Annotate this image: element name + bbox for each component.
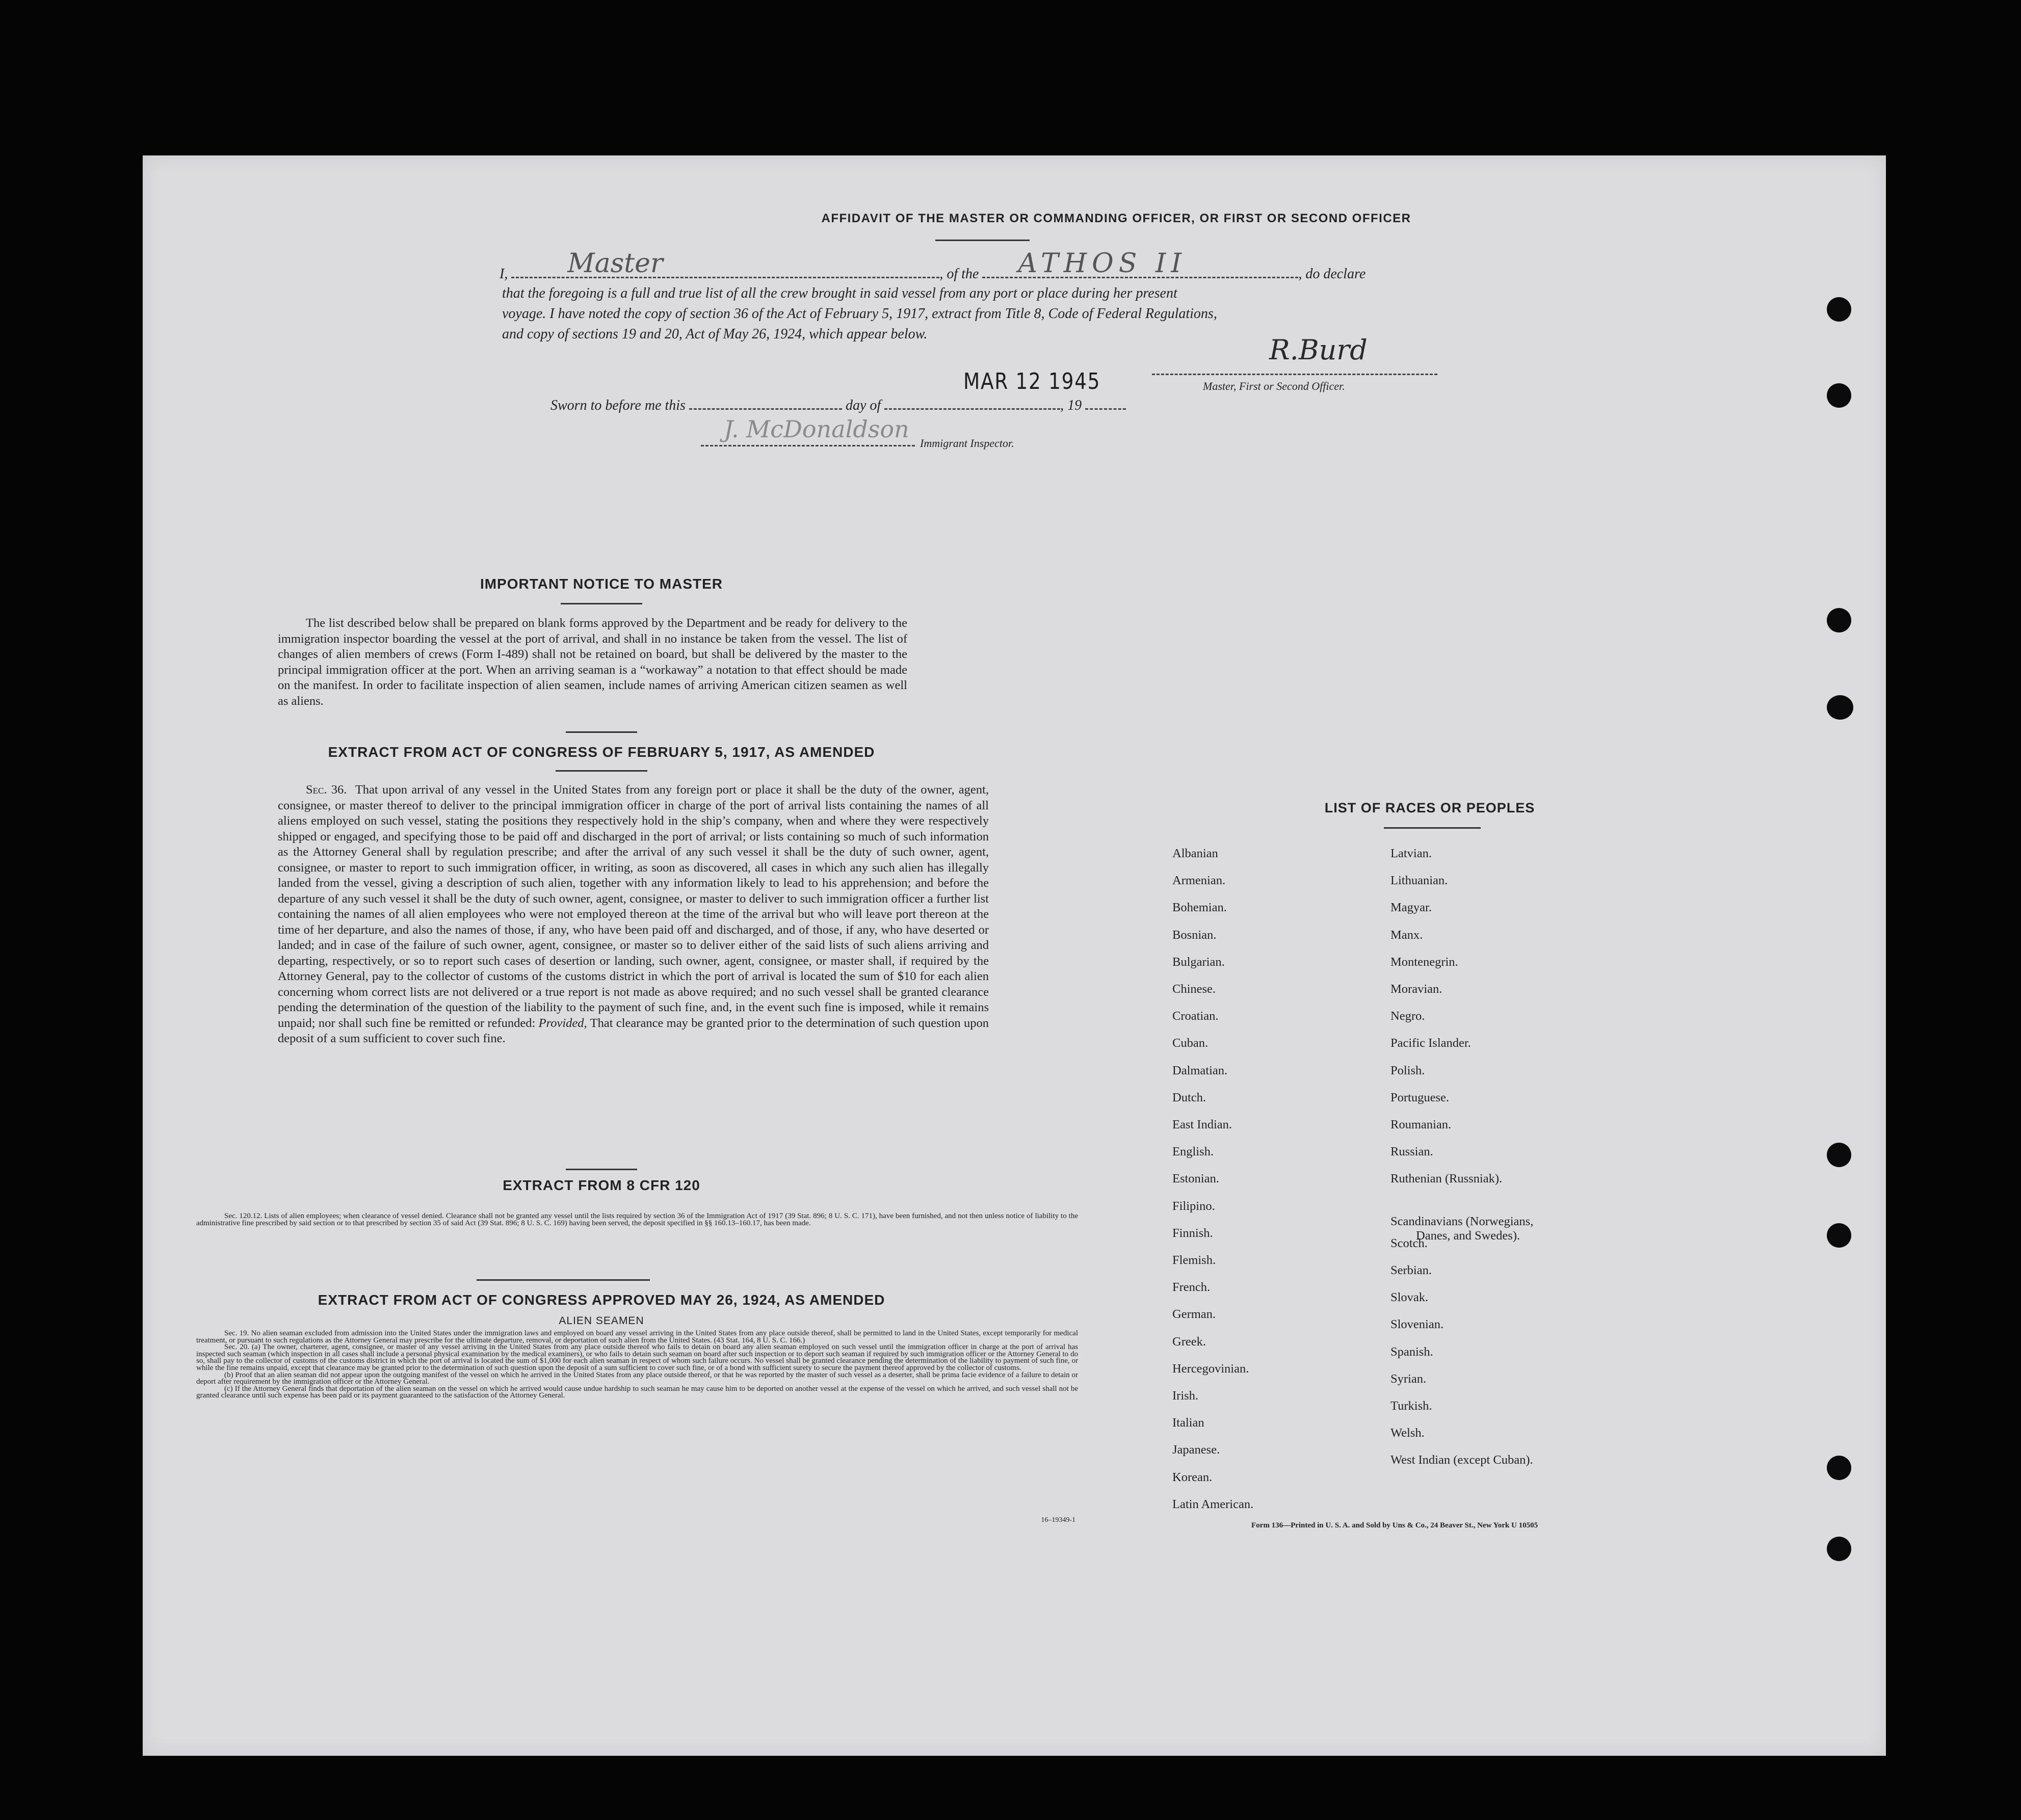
- race-item: Albanian: [1172, 847, 1218, 860]
- race-item: Flemish.: [1172, 1253, 1216, 1267]
- sec-20a-paragraph: Sec. 20. (a) The owner, charterer, agent, consignee, or master of any vessel arriving in the United States from any place outside thereof who fails to detain on board any alien seaman employed on such vessel until the immigration officer in charge at the port of arrival has inspected such seaman (which inspection in all cases shall include a personal physical examination by the medical examiners), or who fails to detain such seaman on board after such inspection or to deport such seaman if required by such immigration officer or the Attorney General to do so, shall pay to the collector of customs of the customs district in which the port of arrival is located the sum of $1,000 for each alien seaman in respect of whom such failure occurs. No vessel shall be granted clearance pending the determination of the liability to payment of such fine, or while the fine remains unpaid, except that clearance may be granted prior to the determination of such question upon the deposit of a sum sufficient to cover such fine, or of a bond with sufficient surety to secure the payment thereof approved by the collector of customs.: [196, 1343, 1078, 1372]
- sworn-line: [550, 395, 1126, 414]
- race-item: Latvian.: [1390, 847, 1432, 860]
- race-item: Roumanian.: [1390, 1118, 1452, 1131]
- sec-36-paragraph: [278, 782, 989, 1047]
- declarant-prefix: I,: [500, 266, 508, 282]
- race-item: Ruthenian (Russniak).: [1390, 1172, 1503, 1186]
- race-item: Bosnian.: [1172, 928, 1217, 942]
- year-prefix: , 19: [1060, 398, 1082, 413]
- race-item: Estonian.: [1172, 1172, 1219, 1186]
- races-title: LIST OF RACES OR PEOPLES: [1324, 800, 1535, 815]
- race-item: Welsh.: [1390, 1426, 1425, 1440]
- race-item: Dalmatian.: [1172, 1063, 1228, 1077]
- binder-hole: [1827, 608, 1851, 632]
- extract-1917-title: EXTRACT FROM ACT OF CONGRESS OF FEBRUARY 5, 1917, AS AMENDED: [328, 744, 875, 760]
- binder-hole: [1827, 383, 1851, 408]
- vessel-field: [982, 248, 1298, 279]
- race-item: Latin American.: [1172, 1497, 1254, 1511]
- race-item: German.: [1172, 1307, 1216, 1322]
- race-item: Scotch.: [1390, 1236, 1428, 1250]
- extract-1924-title: EXTRACT FROM ACT OF CONGRESS APPROVED MAY 26, 1924, AS AMENDED: [318, 1292, 885, 1308]
- declare-suffix: , do declare: [1298, 266, 1366, 282]
- race-item: Pacific Islander.: [1390, 1036, 1471, 1050]
- race-item: Chinese.: [1172, 982, 1216, 996]
- affidavit-line-2: that the foregoing is a full and true list of all the crew brought in said vessel from any port or place during her present: [502, 285, 1177, 301]
- race-item: Russian.: [1390, 1145, 1433, 1159]
- master-signature: R.Burd: [1269, 334, 1368, 366]
- race-item: Dutch.: [1172, 1090, 1206, 1104]
- binder-hole: [1827, 1537, 1851, 1561]
- sworn-month-field: [884, 395, 1060, 410]
- cfr-title: EXTRACT FROM 8 CFR 120: [503, 1177, 700, 1193]
- race-item: Korean.: [1172, 1470, 1213, 1484]
- sec-36-label: Sec. 36.: [306, 783, 347, 797]
- race-item: English.: [1172, 1145, 1214, 1159]
- sec-19-paragraph: Sec. 19. No alien seaman excluded from admission into the United States under the immigration laws and employed on board any vessel arriving in the United States from any place outside thereof, shall be permitted to land in the United States, except temporarily for medical treatment, or pursuant to such regulations as the Attorney General may prescribe for the ultimate departure, removal, or deportation of such alien from the United States. (43 Stat. 164, 8 U. S. C. 166.): [196, 1329, 1078, 1344]
- races-divider: [1384, 827, 1481, 829]
- extract-1917-divider: [556, 770, 647, 772]
- inspector-caption: Immigrant Inspector.: [920, 437, 1014, 450]
- race-item: East Indian.: [1172, 1118, 1232, 1131]
- alien-seamen-subtitle: ALIEN SEAMEN: [559, 1315, 644, 1327]
- affidavit-line-3: voyage. I have noted the copy of section 36 of the Act of February 5, 1917, extract from Title 8, Code of Federal Regulations,: [502, 306, 1217, 322]
- sec-36-text: That upon arrival of any vessel in the United States from any foreign port or place it shall be the duty of the owner, agent, consignee, or master thereof to deliver to the principal immigration officer in charge of the port of arrival lists containing the names of all aliens employed on such vessel, stating the positions they respectively hold in the ship’s company, when and where they were respectively shipped or engaged, and specifying those to be paid off and discharged in the port of arrival; or lists containing so much of such information as the Attorney General shall by regulation prescribe; and after the arrival of any such vessel it shall be the duty of such owner, agent, consignee, or master to report to such immigration officer, in writing, as soon as discovered, all cases in which any such alien has illegally landed from the vessel, giving a description of such alien, together with any information likely to lead to his apprehension; and before the departure of any such vessel it shall be the duty of such owner, agent, consignee, or master to deliver to such immigration officer a further list containing the names of all alien employees who were not employed thereon at the time of the arrival but who will leave port thereon at the time of her departure, and also the names of those, if any, who have been paid off and discharged, and of those, if any, who have deserted or landed; and in case of the failure of such owner, agent, consignee, or master so to deliver either of the said lists of such aliens arriving and departing, respectively, or so to report such cases of desertion or landing, such owner, agent, consignee, or master shall, if required by the Attorney General, pay to the collector of customs of the customs district in which the port of arrival is located the sum of $10 for each alien concerning whom correct lists are not delivered or a true report is not made as above required; and no such vessel shall be granted clearance pending the determination of the question of the liability to the payment of such fine, and, in the event such fine is imposed, while it remains unpaid; nor shall such fine be remitted or refunded:: [278, 783, 989, 1030]
- race-item: Croatian.: [1172, 1009, 1219, 1023]
- race-item: Magyar.: [1390, 901, 1432, 915]
- race-item: Scandinavians (Norwegians,: [1390, 1214, 1534, 1228]
- form-footer: Form 136—Printed in U. S. A. and Sold by Uns & Co., 24 Beaver St., New York U 10505: [1251, 1521, 1538, 1529]
- declarant-field: [511, 248, 939, 279]
- extract-1924-body: [196, 1330, 1078, 1400]
- sworn-year-field: [1085, 395, 1126, 410]
- inspector-line: [701, 445, 915, 446]
- race-item: Hercegovinian.: [1172, 1361, 1249, 1376]
- cfr-body: [196, 1213, 1078, 1227]
- affidavit-line-4: and copy of sections 19 and 20, Act of May 26, 1924, which appear below.: [502, 326, 928, 342]
- sec-20b-paragraph: (b) Proof that an alien seaman did not appear upon the outgoing manifest of the vessel on which he arrived in the United States from any place outside thereof, or that he was reported by the master of such vessel as a deserter, shall be prima facie evidence of a failure to detain or deport after requirement by the immigration officer or the Attorney General.: [196, 1370, 1078, 1386]
- sec-36-text-end: That clearance may be granted prior to the determination of such question upon deposit of a sum sufficient to cover such fine.: [278, 1016, 989, 1045]
- race-item: Slovenian.: [1390, 1317, 1444, 1332]
- sec-20c-paragraph: (c) If the Attorney General finds that deportation of the alien seaman on the vessel on which he arrived would cause undue hardship to such seaman he may cause him to be deported on another vessel at the expense of the vessel on which he arrived, and such vessel shall not be granted clearance until such expense has been paid or its payment guaranteed to the satisfaction of the Attorney General.: [196, 1384, 1078, 1400]
- affidavit-line-1: [500, 248, 1366, 282]
- race-item: Turkish.: [1390, 1399, 1432, 1413]
- vessel-handwriting: ATHOS II: [1018, 248, 1187, 279]
- binder-hole: [1827, 297, 1851, 322]
- race-item: Bulgarian.: [1172, 955, 1225, 969]
- day-of-text: day of: [845, 398, 881, 413]
- declarant-handwriting: Master: [567, 248, 663, 279]
- inspector-signature: J. McDonaldson: [724, 415, 909, 443]
- race-item: Portuguese.: [1390, 1090, 1449, 1104]
- extract-1924-top-rule: [477, 1279, 650, 1281]
- binder-hole: [1827, 1223, 1851, 1248]
- race-item: Bohemian.: [1172, 901, 1227, 915]
- race-item: Serbian.: [1390, 1263, 1432, 1277]
- race-item: West Indian (except Cuban).: [1390, 1453, 1533, 1467]
- notice-paragraph: The list described below shall be prepared on blank forms approved by the Department and be ready for delivery to the immigration inspector boarding the vessel at the port of arrival, and shall in no instance be taken from the vessel. The list of changes of alien members of crews (Form I-489) shall not be retained on board, but shall be delivered by the master to the principal immigration officer at the port. When an arriving seaman is a “workaway” a notation to that effect should be made on the manifest. In order to facilitate inspection of alien seamen, include names of arriving American citizen seamen as well as aliens.: [278, 616, 907, 708]
- sworn-text: Sworn to before me this: [550, 398, 686, 413]
- race-item: Negro.: [1390, 1009, 1425, 1023]
- notice-end-divider: [566, 731, 637, 733]
- race-item: Greek.: [1172, 1334, 1206, 1349]
- race-item: Slovak.: [1390, 1290, 1429, 1305]
- extract-1917-end-divider: [566, 1169, 637, 1170]
- race-item: Syrian.: [1390, 1371, 1427, 1386]
- race-item: Irish.: [1172, 1389, 1199, 1403]
- binder-hole: [1827, 695, 1853, 720]
- race-item: Moravian.: [1390, 982, 1442, 996]
- notice-divider: [561, 603, 642, 604]
- race-item: Spanish.: [1390, 1344, 1433, 1359]
- race-item: Montenegrin.: [1390, 955, 1458, 969]
- signature-line: [1152, 374, 1437, 375]
- vessel-prefix: , of the: [939, 266, 979, 282]
- print-code: 16–19349-1: [1041, 1516, 1075, 1524]
- race-item: Finnish.: [1172, 1226, 1213, 1240]
- cfr-paragraph: Sec. 120.12. Lists of alien employees; when clearance of vessel denied. Clearance shall not be granted any vessel until the lists required by section 36 of the Immigration Act of 1917 (39 Stat. 896; 8 U. S. C. 171), have been furnished, and not then unless notice of liability to the administrative fine prescribed by said section or to that prescribed by section 35 of said Act (39 Stat. 896; 8 U. S. C. 169) having been served, the deposit specified in §§ 160.13–160.17, has been made.: [196, 1212, 1078, 1227]
- race-item: Polish.: [1390, 1063, 1425, 1077]
- notice-body: [278, 616, 907, 709]
- race-item: Lithuanian.: [1390, 874, 1448, 888]
- race-item: Armenian.: [1172, 874, 1226, 888]
- affidavit-title: AFFIDAVIT OF THE MASTER OR COMMANDING OFFICER, OR FIRST OR SECOND OFFICER: [821, 212, 1411, 225]
- provided-word: Provided,: [538, 1016, 587, 1030]
- race-item: French.: [1172, 1280, 1211, 1295]
- notice-title: IMPORTANT NOTICE TO MASTER: [480, 576, 723, 592]
- binder-hole: [1827, 1456, 1851, 1480]
- binder-hole: [1827, 1143, 1851, 1167]
- signer-caption: Master, First or Second Officer.: [1203, 380, 1345, 392]
- sworn-day-field: [689, 395, 842, 410]
- race-item: Japanese.: [1172, 1443, 1220, 1457]
- title-divider: [935, 240, 1030, 241]
- date-stamp: MAR 12 1945: [963, 368, 1101, 394]
- race-item: Italian: [1172, 1416, 1204, 1430]
- form-page: [143, 155, 1886, 1756]
- race-item: Filipino.: [1172, 1199, 1215, 1213]
- race-item: Danes, and Swedes).: [1416, 1228, 1520, 1243]
- race-item: Manx.: [1390, 928, 1423, 942]
- extract-1917-body: [278, 782, 989, 1047]
- race-item: Cuban.: [1172, 1036, 1209, 1050]
